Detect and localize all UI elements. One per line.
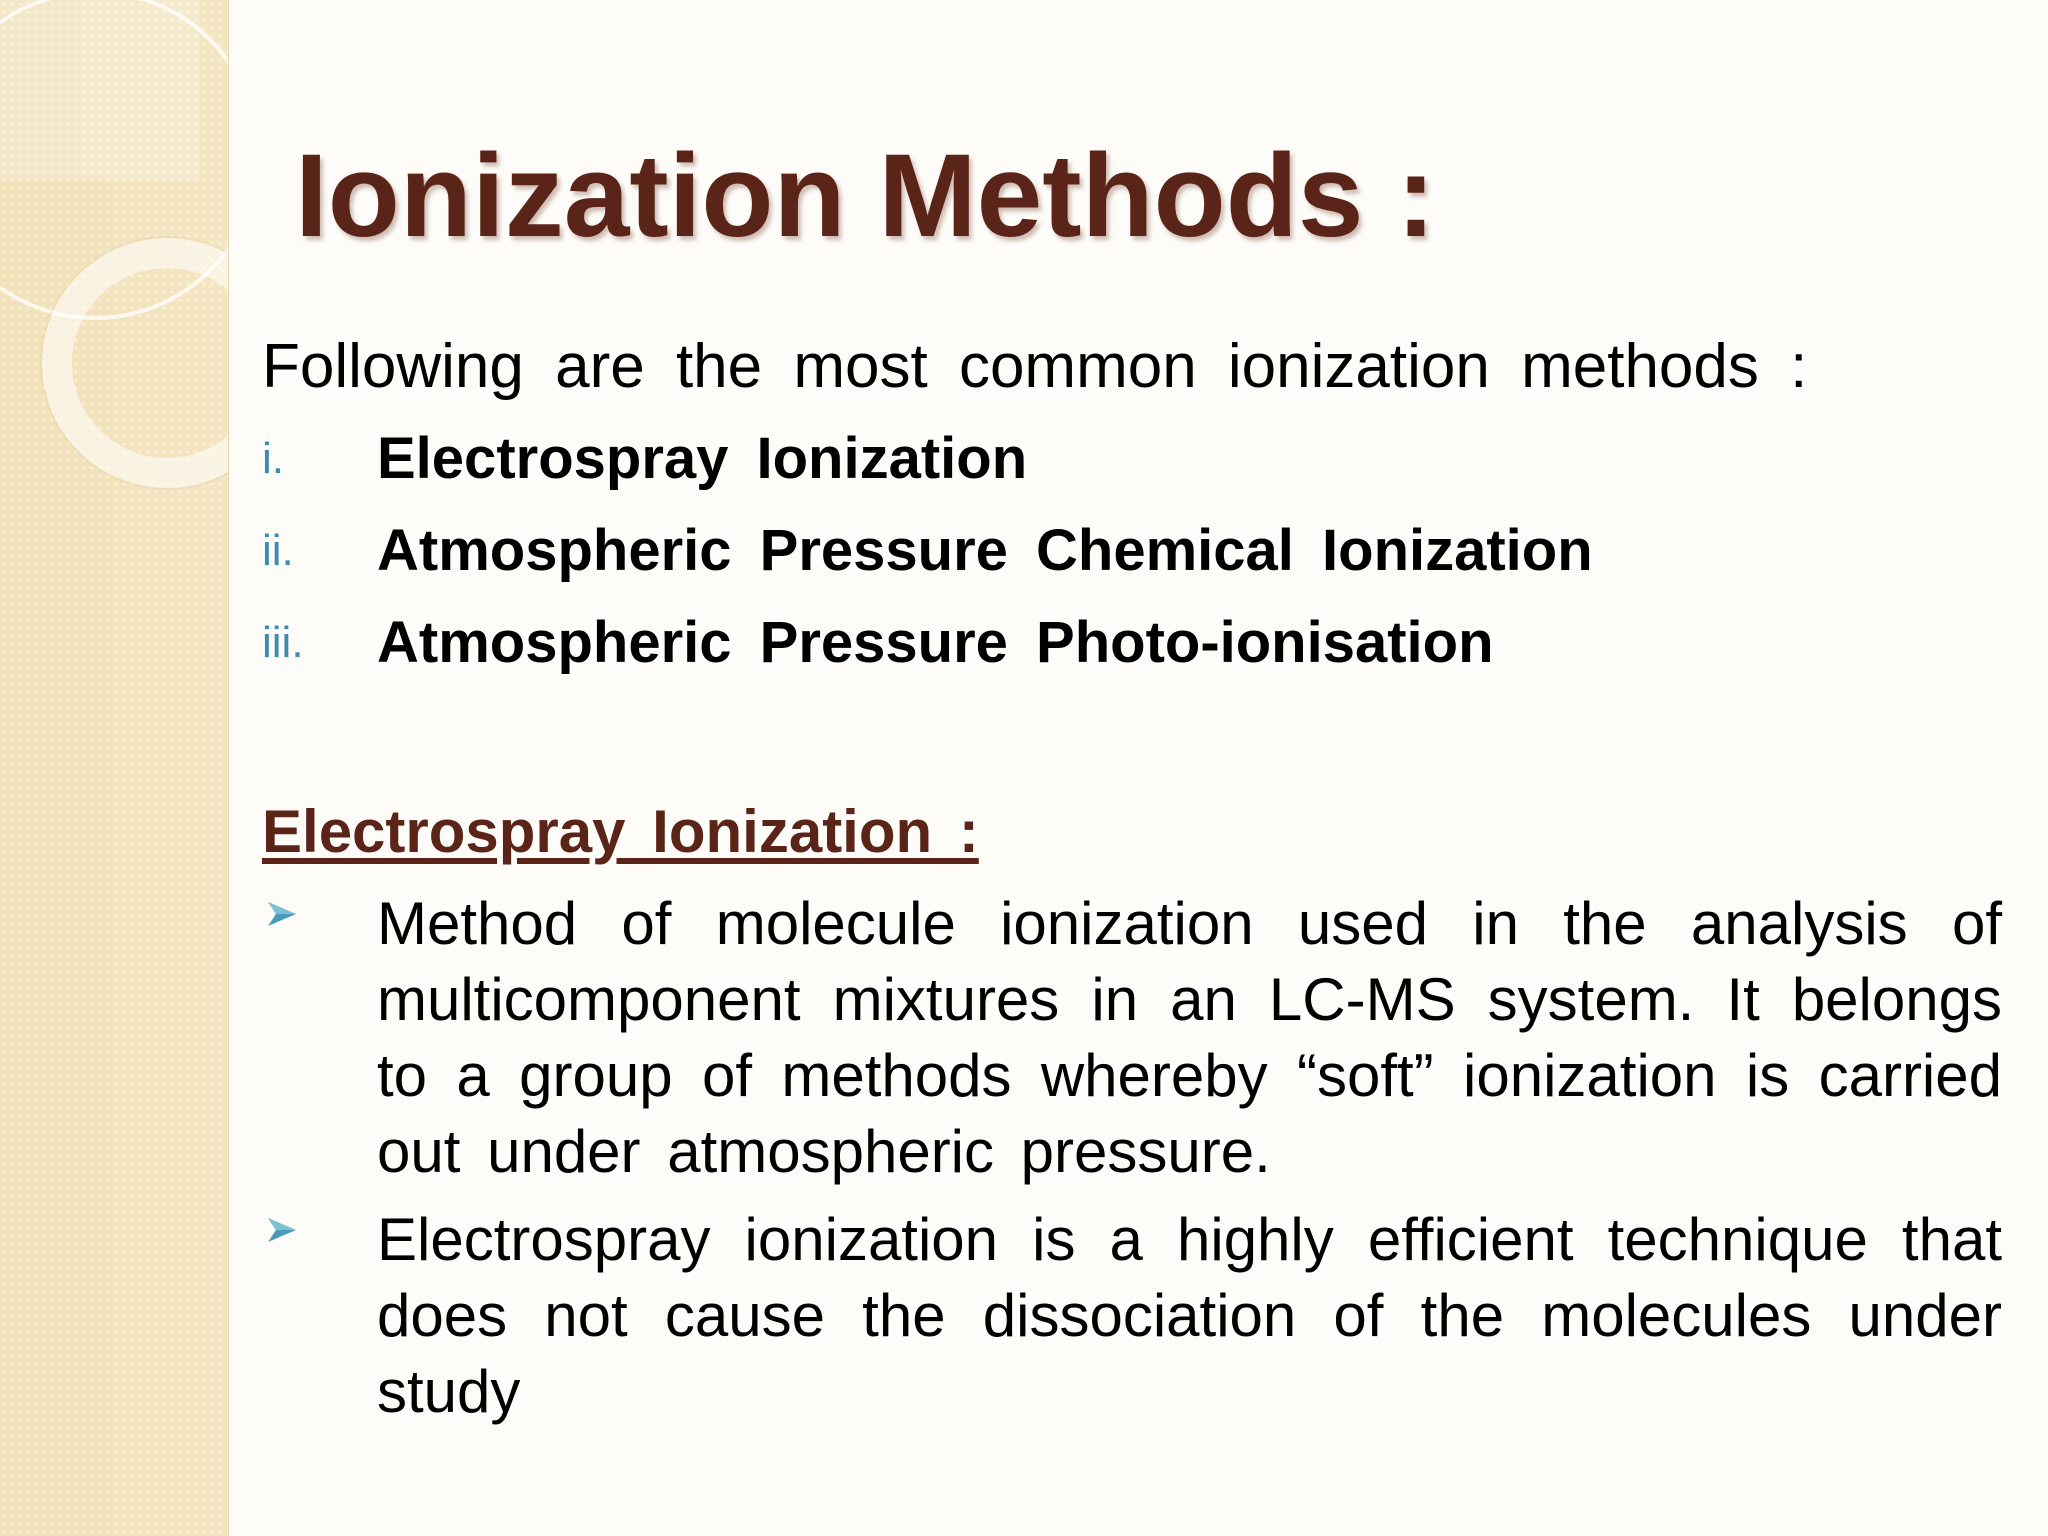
list-number: ii. [262,526,294,575]
list-number: iii. [262,618,304,667]
intro-text: Following are the most common ionization methods : [262,332,1808,401]
bullet-text: Electrospray ionization is a highly efficient technique that does not cause the dissociation of the molecules under study [377,1206,2002,1425]
decorative-side-panel [0,0,229,1536]
bullet-text: Method of molecule ionization used in the analysis of multicomponent mixtures in an LC-MS system. It belongs to a group of methods whereby “soft” ionization is carried out under atmospheric pressure. [377,890,2002,1185]
list-number: i. [262,434,284,483]
methods-list [262,424,2002,678]
list-item [262,1202,2002,1430]
method-label: Atmospheric Pressure Photo-ionisation [377,610,1494,675]
list-item [262,886,2002,1190]
slide-content [262,330,2002,1442]
slide-title: Ionization Methods : [295,130,1436,262]
list-item [262,516,2002,586]
method-label: Electrospray Ionization [377,426,1028,491]
list-item [262,424,2002,494]
arrowhead-bullet-icon [264,1212,300,1248]
arrowhead-bullet-icon [264,896,300,932]
bullet-list [262,886,2002,1430]
section-heading: Electrospray Ionization : [262,798,979,865]
method-label: Atmospheric Pressure Chemical Ionization [377,518,1593,583]
list-item [262,608,2002,678]
